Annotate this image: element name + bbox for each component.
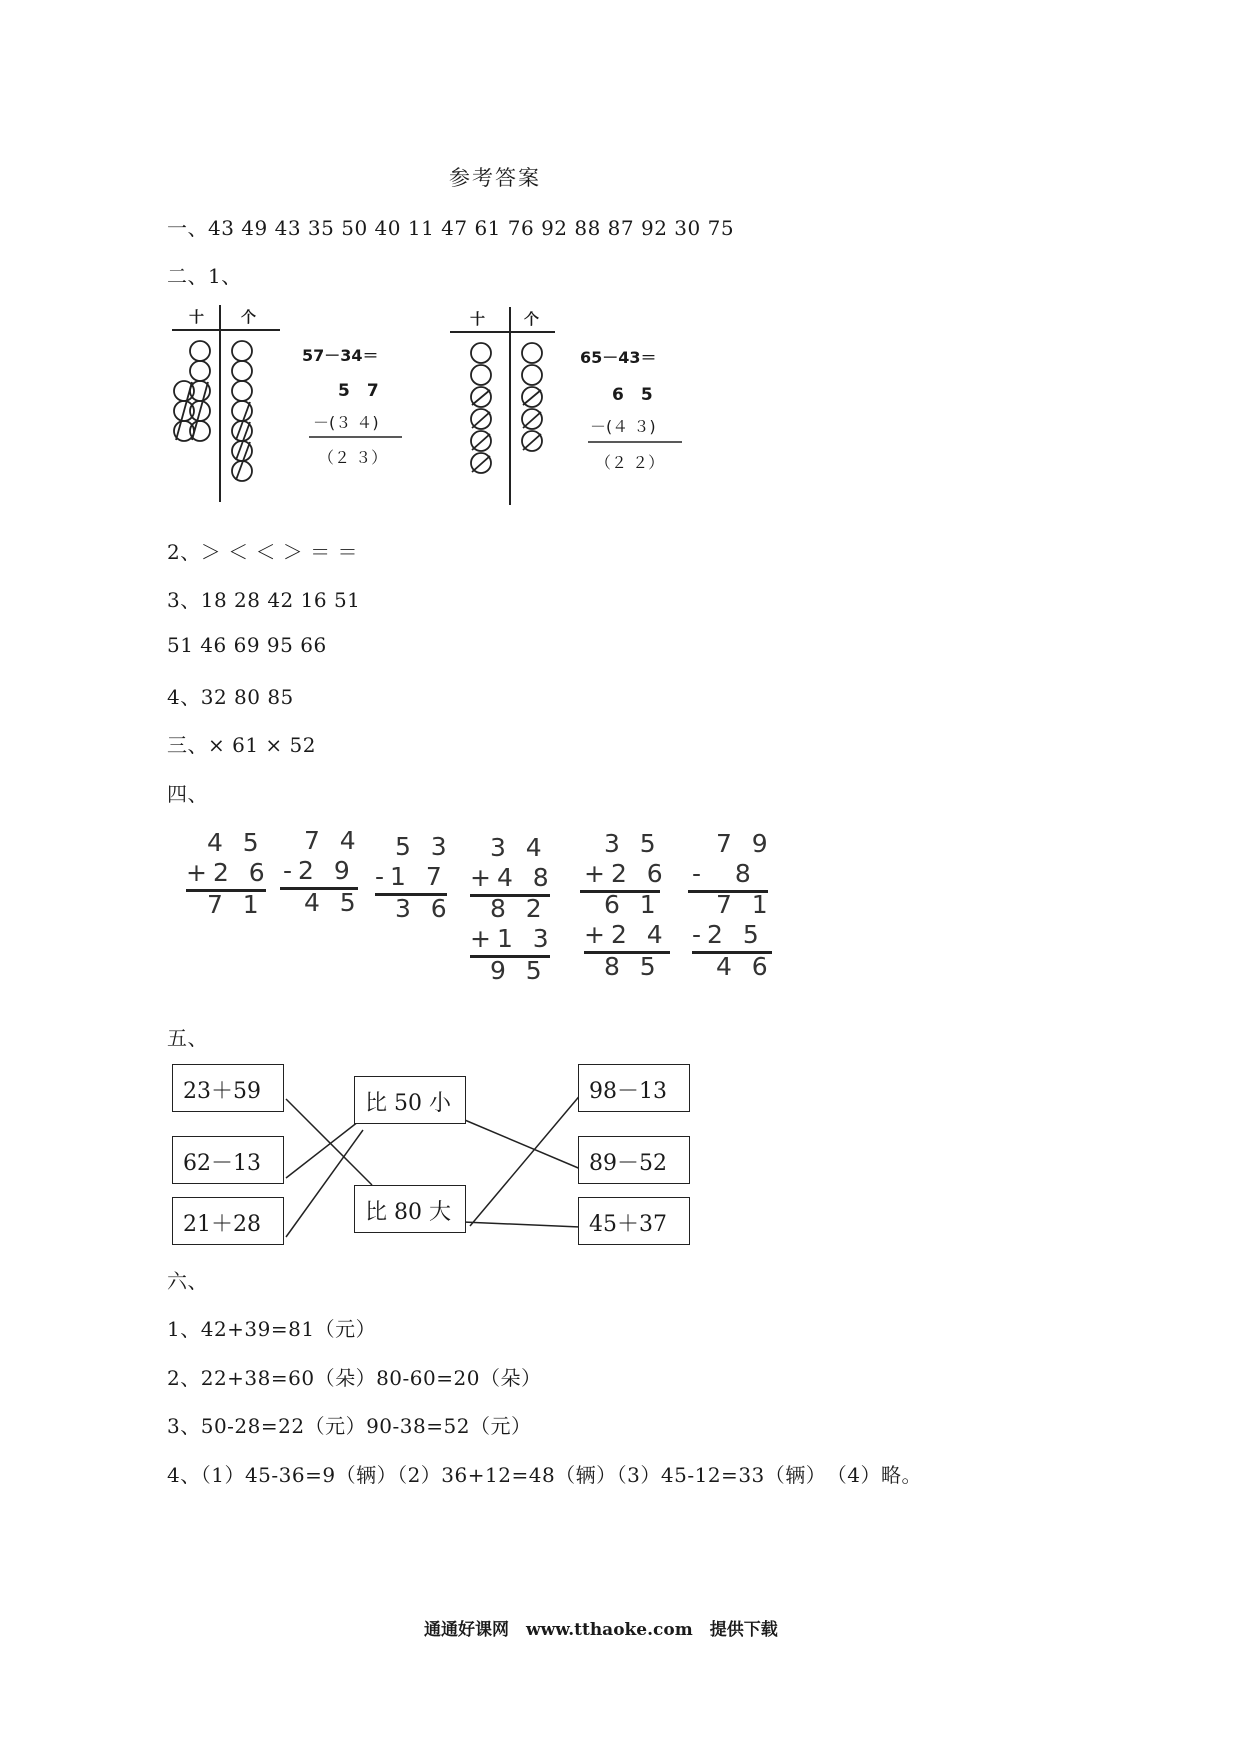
match-right-1: 98－13 bbox=[578, 1064, 690, 1112]
result-right: （２ ２） bbox=[595, 453, 665, 472]
match-right-3: 45＋37 bbox=[578, 1197, 690, 1245]
answer-section-2-3b: 51 46 69 95 66 bbox=[167, 633, 327, 657]
match-right-2: 89－52 bbox=[578, 1136, 690, 1184]
equation-right: 65－43＝ bbox=[580, 348, 657, 367]
minuend-left: 5 7 bbox=[338, 381, 379, 401]
answer-section-6: 六、 bbox=[167, 1269, 208, 1293]
answer-section-6-2: 2、22+38=60（朵）80-60=20（朵） bbox=[167, 1366, 542, 1390]
answer-section-4: 四、 bbox=[167, 782, 208, 806]
answer-section-5: 五、 bbox=[167, 1026, 208, 1050]
answer-section-2-4: 4、32 80 85 bbox=[167, 685, 294, 709]
match-middle-1: 比 50 小 bbox=[354, 1076, 466, 1124]
match-left-2: 62－13 bbox=[172, 1136, 284, 1184]
answer-section-1: 一、43 49 43 35 50 40 11 47 61 76 92 88 87 92 30 75 bbox=[167, 216, 735, 240]
page-title: 参考答案 bbox=[449, 166, 541, 190]
subtrahend-right: －(４ ３) bbox=[590, 417, 656, 436]
answer-section-3: 三、× 61 × 52 bbox=[167, 733, 316, 757]
page-footer: 通通好课网 www.tthaoke.com 提供下载 bbox=[424, 1620, 778, 1640]
result-left: （２ ３） bbox=[318, 448, 388, 467]
ones-label-right: 个 bbox=[524, 310, 540, 328]
minuend-right: 6 5 bbox=[612, 385, 653, 405]
answer-section-2-3a: 3、18 28 42 16 51 bbox=[167, 588, 361, 612]
ones-label-left: 个 bbox=[241, 308, 257, 326]
subtrahend-left: －(３ ４) bbox=[313, 413, 379, 432]
answer-section-6-3: 3、50-28=22（元）90-38=52（元） bbox=[167, 1414, 532, 1438]
answer-section-6-1: 1、42+39=81（元） bbox=[167, 1317, 377, 1341]
answer-section-2-2: 2、＞ ＜ ＜ ＞ ＝ ＝ bbox=[167, 540, 359, 564]
answer-section-2-1: 二、1、 bbox=[167, 264, 242, 288]
tens-label-right: 十 bbox=[470, 310, 486, 328]
match-middle-2: 比 80 大 bbox=[354, 1185, 466, 1233]
match-left-3: 21＋28 bbox=[172, 1197, 284, 1245]
answer-section-6-4: 4、（1）45-36=9（辆）（2）36+12=48（辆）（3）45-12=33（辆） （4）略。 bbox=[167, 1463, 922, 1487]
match-left-1: 23＋59 bbox=[172, 1064, 284, 1112]
tens-label-left: 十 bbox=[189, 308, 205, 326]
equation-left: 57－34＝ bbox=[302, 346, 379, 365]
